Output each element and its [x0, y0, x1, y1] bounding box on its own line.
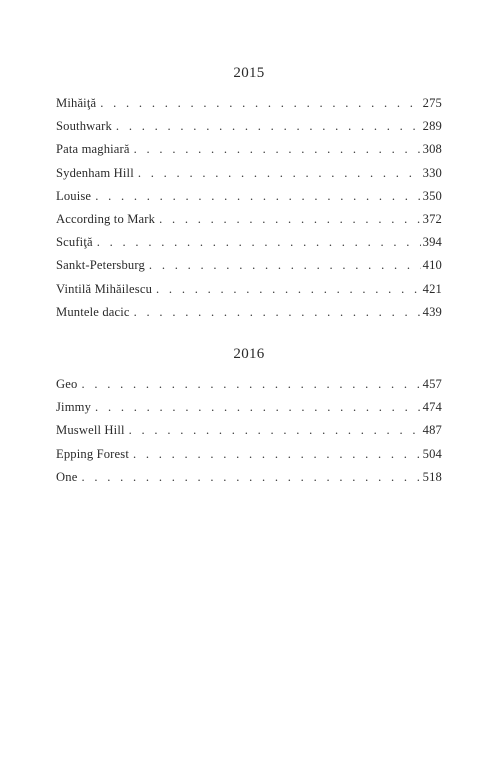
- toc-entry-title: Louise: [56, 188, 92, 203]
- toc-entry: [56, 373, 442, 396]
- toc-entry: [56, 466, 442, 489]
- toc-entry: [56, 185, 442, 208]
- toc-section-2015: [56, 62, 442, 324]
- dot-leader: [95, 396, 421, 419]
- toc-entry-page: 518: [422, 469, 442, 484]
- dot-leader: [149, 254, 421, 277]
- toc-entry-title: Muntele dacic: [56, 304, 130, 319]
- toc-entry: [56, 443, 442, 466]
- toc-section-2016: [56, 343, 442, 489]
- toc-entry-title: Vintilă Mihăilescu: [56, 281, 153, 296]
- toc-entry-page: 474: [422, 400, 442, 415]
- toc-entry-page: 308: [422, 142, 442, 157]
- section-title: 2015: [233, 65, 265, 81]
- dot-leader: [134, 138, 421, 161]
- toc-entry: [56, 254, 442, 277]
- toc-entry-title: Pata maghiară: [56, 142, 130, 157]
- toc-entry: [56, 138, 442, 161]
- toc-entry-title: One: [56, 469, 78, 484]
- toc-entry-title: Mihăiţă: [56, 96, 97, 110]
- toc-entry: [56, 162, 442, 185]
- dot-leader: [129, 419, 421, 442]
- toc-entry-title: Southwark: [56, 119, 112, 134]
- dot-leader: [159, 208, 421, 231]
- toc-entry-page: 421: [422, 281, 442, 296]
- toc-entry: [56, 208, 442, 231]
- toc-entry-page: 289: [422, 119, 442, 134]
- toc-entry: [56, 115, 442, 138]
- toc-entry: [56, 231, 442, 254]
- dot-leader: [100, 92, 420, 115]
- toc-entry: [56, 92, 442, 115]
- dot-leader: [138, 162, 421, 185]
- dot-leader: [97, 231, 421, 254]
- dot-leader: [134, 301, 421, 324]
- toc-entry-title: Scufiţă: [56, 235, 93, 250]
- toc-entry: [56, 278, 442, 301]
- toc-entry-title: Epping Forest: [56, 446, 129, 461]
- toc-entry-page: 394: [422, 235, 442, 250]
- toc-entry: [56, 301, 442, 324]
- toc-entry-title: Muswell Hill: [56, 423, 125, 438]
- toc-entry-page: 457: [422, 377, 442, 391]
- toc-entry-page: 410: [422, 258, 442, 273]
- dot-leader: [116, 115, 421, 138]
- section-title: 2016: [233, 346, 265, 362]
- toc-entry-page: 439: [422, 304, 442, 319]
- toc-entry-page: 275: [422, 96, 442, 110]
- dot-leader: [95, 185, 420, 208]
- toc-entry-title: Sankt-Petersburg: [56, 258, 145, 273]
- dot-leader: [133, 443, 421, 466]
- toc-entry-title: Geo: [56, 377, 78, 391]
- toc-entry-page: 330: [422, 165, 442, 180]
- toc-entry-page: 487: [422, 423, 442, 438]
- dot-leader: [81, 373, 420, 396]
- toc-entry-page: 372: [422, 211, 442, 226]
- toc-entry-page: 350: [422, 188, 442, 203]
- toc-entry-page: 504: [422, 446, 442, 461]
- toc-entry: [56, 419, 442, 442]
- toc-entry: [56, 396, 442, 419]
- toc-entry-title: Sydenham Hill: [56, 165, 134, 180]
- toc-entry-title: According to Mark: [56, 211, 156, 226]
- toc-entry-title: Jimmy: [56, 400, 92, 415]
- dot-leader: [156, 278, 421, 301]
- dot-leader: [81, 466, 420, 489]
